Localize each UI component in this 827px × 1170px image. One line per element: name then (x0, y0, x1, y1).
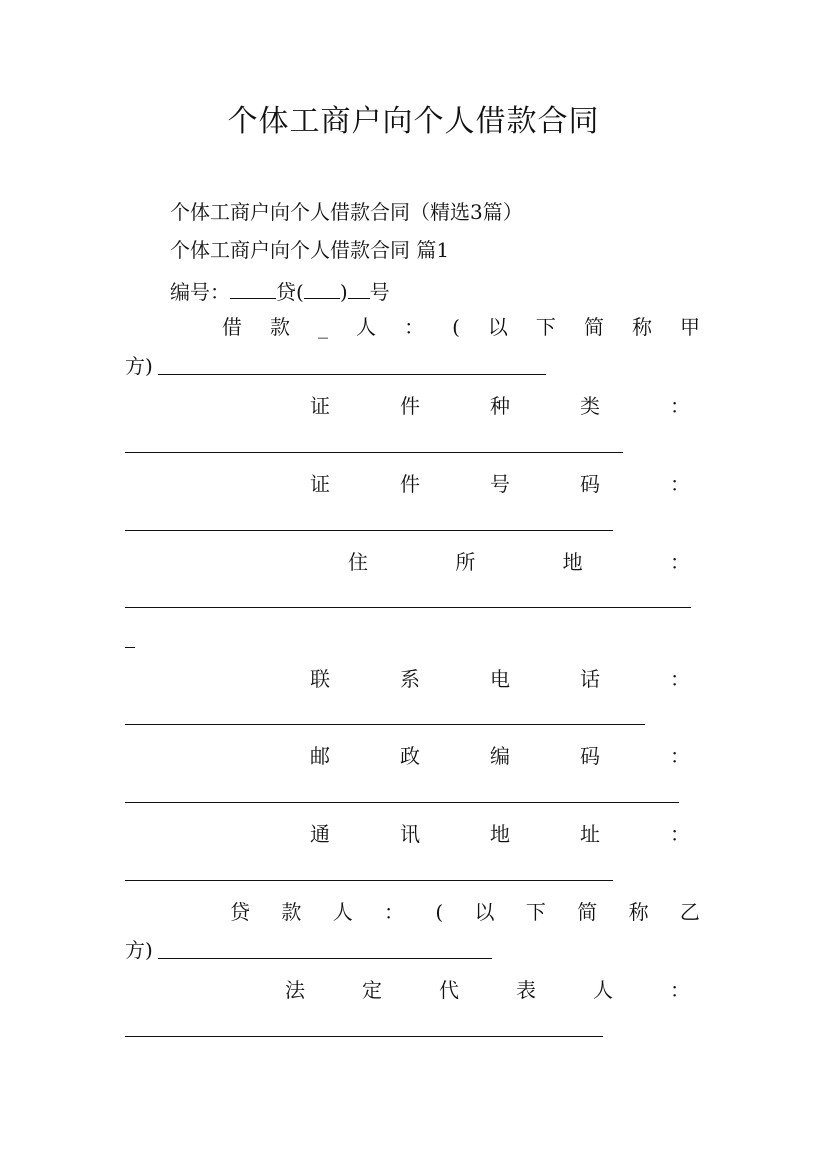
residence-blank (125, 607, 691, 608)
char: ： (670, 978, 690, 1002)
char: ： (384, 900, 405, 924)
char: 邮 (310, 744, 330, 768)
char: ： (670, 822, 690, 846)
id-type-blank (125, 452, 623, 453)
char: 借 (222, 315, 242, 339)
id-number-blank (125, 530, 613, 531)
char: 人 (356, 315, 377, 339)
char: 表 (516, 978, 536, 1002)
phone-label (310, 666, 690, 692)
char: 称 (631, 315, 652, 339)
char: 代 (439, 978, 459, 1002)
char: 政 (400, 744, 420, 768)
postal-code-label (310, 743, 690, 769)
char: 称 (628, 900, 649, 924)
char: 所 (455, 550, 476, 574)
char: 种 (490, 394, 510, 418)
borrower-blank (158, 374, 546, 375)
contract-number-blank-2 (304, 276, 340, 299)
char: 下 (525, 900, 546, 924)
mailing-address-blank (125, 880, 613, 881)
char: 定 (362, 978, 382, 1002)
char: 码 (580, 472, 600, 496)
contract-number-blank-1 (230, 276, 276, 299)
contract-number-blank-3 (348, 276, 370, 299)
char: 以 (474, 900, 495, 924)
postal-code-blank (125, 802, 679, 803)
char: 话 (580, 667, 600, 691)
char: 人 (593, 978, 613, 1002)
contract-number-line (170, 276, 390, 305)
char: 联 (310, 667, 330, 691)
char: 码 (580, 744, 600, 768)
char: _ (318, 315, 329, 339)
contract-number-end: 号 (369, 280, 390, 304)
contract-number-mid1: 贷( (276, 280, 304, 304)
borrower-label-row (222, 314, 700, 340)
char: 甲 (679, 315, 700, 339)
char: 件 (400, 394, 420, 418)
char: 法 (285, 978, 305, 1002)
char: 讯 (400, 822, 420, 846)
char: ： (669, 550, 690, 574)
char: ： (670, 667, 690, 691)
subtitle: 个体工商户向个人借款合同（精选3篇） (170, 200, 523, 224)
char: 款 (281, 900, 302, 924)
char: ( (435, 900, 444, 924)
char: 简 (583, 315, 604, 339)
legal-representative-blank (125, 1036, 603, 1037)
char: 件 (400, 472, 420, 496)
char: 编 (490, 744, 510, 768)
char: 款 (270, 315, 291, 339)
char: 电 (490, 667, 510, 691)
char: ： (404, 315, 425, 339)
char: ： (670, 472, 690, 496)
page-title: 个体工商户向个人借款合同 (227, 104, 600, 139)
borrower-cont: 方) (125, 354, 153, 378)
phone-blank (125, 724, 645, 725)
char: ( (452, 315, 460, 339)
char: 系 (400, 667, 420, 691)
char: 通 (310, 822, 330, 846)
section-heading: 个体工商户向个人借款合同 篇1 (170, 238, 450, 262)
char: 址 (580, 822, 600, 846)
residence-label (348, 549, 690, 575)
legal-representative-label (285, 977, 690, 1003)
residence-blank-cont (125, 647, 135, 648)
contract-number-label: 编号： (170, 280, 230, 304)
mailing-address-label (310, 821, 690, 847)
char: 地 (562, 550, 583, 574)
id-type-label (310, 393, 690, 419)
char: 人 (332, 900, 353, 924)
char: 地 (490, 822, 510, 846)
char: 下 (535, 315, 556, 339)
char: 类 (580, 394, 600, 418)
char: 贷 (230, 900, 250, 924)
contract-number-mid2: ) (339, 280, 348, 304)
char: ： (670, 394, 690, 418)
char: 住 (348, 550, 368, 574)
char: 以 (487, 315, 508, 339)
id-number-label (310, 471, 690, 497)
char: ： (670, 744, 690, 768)
lender-label-row (230, 899, 700, 925)
char: 简 (577, 900, 598, 924)
char: 乙 (679, 900, 700, 924)
char: 证 (310, 394, 330, 418)
lender-blank (158, 958, 492, 959)
char: 号 (490, 472, 510, 496)
lender-cont: 方) (125, 938, 153, 962)
char: 证 (310, 472, 330, 496)
